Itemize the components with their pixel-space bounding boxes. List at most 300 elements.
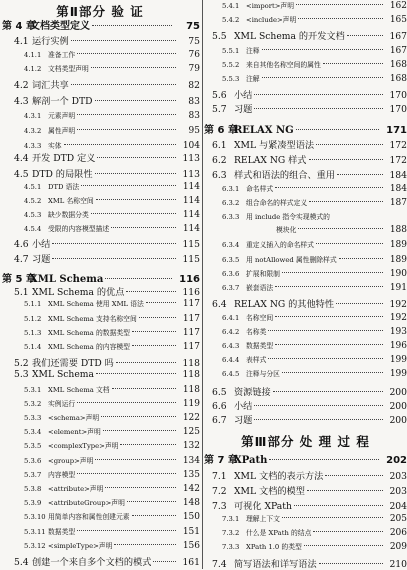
dot-leader bbox=[139, 317, 176, 318]
toc-entry-sec bbox=[204, 412, 407, 426]
dot-leader bbox=[254, 108, 383, 109]
dot-leader bbox=[77, 114, 176, 115]
entry-title: 开发 DTD 定义 bbox=[32, 153, 96, 164]
toc-entry-sub bbox=[204, 268, 407, 279]
dot-leader bbox=[153, 561, 176, 562]
dot-leader bbox=[95, 100, 176, 101]
toc-entry-sec bbox=[0, 93, 200, 107]
page-number: 113 bbox=[182, 169, 200, 180]
dot-leader bbox=[96, 373, 176, 374]
page-number: 191 bbox=[389, 283, 407, 293]
entry-title: <group>声明 bbox=[48, 456, 94, 465]
page-number: 134 bbox=[182, 455, 200, 466]
entry-title: <include>声明 bbox=[246, 16, 297, 24]
page-number: 135 bbox=[182, 469, 200, 480]
dot-leader bbox=[77, 473, 176, 474]
toc-entry-chap bbox=[204, 121, 407, 136]
toc-entry-sub bbox=[0, 511, 200, 522]
dot-leader bbox=[304, 545, 383, 546]
entry-title: 实例运行 bbox=[48, 399, 76, 408]
toc-entry-sub bbox=[0, 195, 200, 206]
toc-entry-sub bbox=[0, 440, 200, 451]
dot-leader bbox=[126, 291, 176, 292]
page-number: 192 bbox=[389, 299, 407, 310]
dot-leader bbox=[282, 272, 383, 273]
page-number: 83 bbox=[188, 96, 200, 107]
dot-leader bbox=[296, 4, 383, 5]
dot-leader bbox=[254, 94, 383, 95]
entry-title: 注解 bbox=[246, 75, 260, 83]
dot-leader bbox=[319, 563, 383, 564]
page-number: 75 bbox=[186, 21, 200, 32]
dot-leader bbox=[298, 18, 383, 19]
entry-number: 6.7 bbox=[212, 415, 227, 426]
dot-leader bbox=[337, 174, 383, 175]
entry-number: 5.3.5 bbox=[24, 442, 42, 451]
page-number: 114 bbox=[182, 196, 200, 206]
page-number: 79 bbox=[188, 64, 200, 74]
entry-number: 6.4.2 bbox=[222, 328, 240, 336]
dot-leader bbox=[254, 405, 383, 406]
entry-title: 用简单内容和属性创建元素 bbox=[48, 513, 130, 522]
dot-leader bbox=[132, 515, 176, 516]
dot-leader bbox=[101, 416, 176, 417]
dot-leader bbox=[95, 173, 176, 174]
entry-number: 7.3.2 bbox=[222, 529, 240, 537]
page-number: 170 bbox=[389, 90, 407, 101]
toc-entry-sub bbox=[204, 513, 407, 524]
entry-title: 受限的内容模型描述 bbox=[48, 225, 110, 233]
toc-entry-sub bbox=[204, 211, 407, 221]
entry-number: 5.5.1 bbox=[222, 47, 240, 55]
dot-leader bbox=[309, 201, 383, 202]
toc-entry-sub bbox=[0, 125, 200, 136]
entry-title: XML Schema 使用 XML 语法 bbox=[48, 300, 144, 309]
dot-leader bbox=[91, 213, 176, 214]
entry-number: 5.4.2 bbox=[222, 16, 240, 24]
toc-left-column bbox=[0, 0, 200, 569]
toc-entry-cont bbox=[204, 224, 407, 235]
dot-leader bbox=[262, 77, 383, 78]
toc-entry-sub bbox=[0, 181, 200, 192]
toc-entry-sec bbox=[204, 28, 407, 42]
dot-leader bbox=[77, 530, 176, 531]
toc-entry-sec bbox=[204, 468, 407, 482]
entry-number: 5.5.2 bbox=[222, 61, 240, 69]
page-number: 82 bbox=[188, 80, 200, 91]
toc-entry-sub bbox=[204, 254, 407, 265]
dot-leader bbox=[91, 67, 176, 68]
dot-leader bbox=[316, 144, 383, 145]
dot-leader bbox=[132, 345, 176, 346]
entry-number: 7.2 bbox=[212, 486, 227, 497]
page-number: 165 bbox=[389, 15, 407, 25]
toc-entry-sec bbox=[0, 33, 200, 47]
entry-number: 6.3.2 bbox=[222, 199, 240, 207]
dot-leader bbox=[120, 444, 176, 445]
entry-number: 5.3.12 bbox=[24, 541, 46, 550]
entry-number: 5.1 bbox=[14, 287, 29, 299]
page-number: 204 bbox=[389, 501, 407, 512]
entry-title: 文档类型声明 bbox=[48, 65, 89, 73]
entry-number: 5.3.2 bbox=[24, 399, 42, 408]
dot-leader bbox=[275, 316, 383, 317]
entry-title: RELAX NG bbox=[234, 125, 294, 136]
entry-number: 4.5.4 bbox=[24, 225, 42, 233]
entry-number: 6.5 bbox=[212, 387, 227, 398]
page-number: 199 bbox=[389, 355, 407, 365]
toc-entry-sec bbox=[204, 167, 407, 181]
entry-number: 7.3.3 bbox=[222, 543, 240, 551]
page-number: 202 bbox=[386, 455, 407, 466]
dot-leader bbox=[275, 286, 383, 287]
entry-title: XML 文档的模型 bbox=[234, 486, 305, 497]
page-number: 200 bbox=[389, 387, 407, 398]
toc-entry-sub bbox=[204, 326, 407, 337]
dot-leader bbox=[52, 258, 176, 259]
toc-entry-sub bbox=[0, 469, 200, 480]
dot-leader bbox=[296, 129, 379, 130]
entry-number: 6.1 bbox=[212, 140, 227, 151]
toc-entry-sec bbox=[204, 137, 407, 151]
dot-leader bbox=[336, 303, 383, 304]
page-number: 76 bbox=[188, 50, 200, 60]
page-number: 83 bbox=[188, 111, 200, 121]
entry-number: 6.3.1 bbox=[222, 185, 240, 193]
toc-entry-sub bbox=[204, 59, 407, 70]
dot-leader bbox=[294, 505, 383, 506]
dot-leader bbox=[325, 475, 383, 476]
entry-number: 4.5 bbox=[14, 169, 29, 180]
toc-entry-sub bbox=[0, 298, 200, 309]
page-number: 184 bbox=[389, 170, 407, 181]
toc-entry-sec bbox=[204, 556, 407, 570]
entry-title: 我们还需要 DTD 吗 bbox=[32, 358, 114, 370]
entry-title: 组合命名的样式定义 bbox=[246, 199, 308, 207]
entry-title: 词汇共享 bbox=[32, 80, 69, 91]
page-number: 172 bbox=[389, 140, 407, 151]
page-number: 206 bbox=[389, 528, 407, 538]
toc-entry-sub bbox=[204, 354, 407, 365]
dot-leader bbox=[103, 430, 176, 431]
entry-title: 运行实例 bbox=[32, 36, 69, 47]
entry-title: DTD 的局限性 bbox=[32, 169, 93, 180]
entry-number: 4.6 bbox=[14, 239, 29, 250]
dot-leader bbox=[309, 159, 384, 160]
page-number: 150 bbox=[182, 512, 200, 523]
toc-entry-sub bbox=[0, 209, 200, 220]
toc-entry-sec bbox=[0, 236, 200, 250]
page-number: 187 bbox=[389, 198, 407, 208]
entry-title: XML Schema 文档 bbox=[48, 385, 110, 394]
entry-title: 小结 bbox=[234, 401, 253, 412]
page-number: 148 bbox=[182, 498, 200, 509]
entry-number: 4.5.3 bbox=[24, 211, 42, 219]
entry-number: 6.3.6 bbox=[222, 270, 240, 278]
page-number: 161 bbox=[182, 557, 200, 568]
toc-entry-sub bbox=[0, 455, 200, 466]
page-number: 192 bbox=[389, 313, 407, 323]
page-number: 162 bbox=[389, 1, 407, 11]
dot-leader bbox=[323, 63, 383, 64]
entry-title: 来自其他名称空间的属性 bbox=[246, 61, 321, 69]
entry-title: 元素声明 bbox=[48, 112, 76, 120]
toc-entry-sub bbox=[204, 312, 407, 323]
page-number: 168 bbox=[389, 60, 407, 70]
dot-leader bbox=[269, 459, 379, 460]
toc-entry-sub bbox=[0, 63, 200, 74]
page-number: 115 bbox=[182, 254, 200, 265]
page-number: 200 bbox=[389, 401, 407, 412]
entry-title: XPath 1.0 的类型 bbox=[246, 543, 302, 551]
page-number: 125 bbox=[182, 427, 200, 438]
column-divider bbox=[202, 0, 203, 569]
toc-entry-sec bbox=[204, 87, 407, 101]
entry-title: 小结 bbox=[32, 239, 51, 250]
page-number: 200 bbox=[389, 415, 407, 426]
toc-entry-sub bbox=[0, 384, 200, 395]
toc-entry-sub bbox=[204, 73, 407, 84]
entry-title: XPath bbox=[234, 455, 268, 466]
entry-number: 5.1.4 bbox=[24, 343, 42, 351]
toc-entry-sub bbox=[0, 341, 200, 352]
page-number: 193 bbox=[389, 327, 407, 337]
entry-number: 4.2 bbox=[14, 80, 29, 91]
page-number: 117 bbox=[182, 299, 200, 310]
entry-number: 6.3.5 bbox=[222, 256, 240, 264]
page-number: 142 bbox=[182, 484, 200, 494]
toc-entry-chap bbox=[204, 451, 407, 466]
entry-title: XML Schema bbox=[30, 274, 104, 285]
entry-number: 5.3.10 bbox=[24, 513, 46, 522]
entry-title: 嵌套语法 bbox=[246, 284, 274, 292]
entry-number: 4.4 bbox=[14, 153, 29, 164]
toc-entry-sub bbox=[0, 313, 200, 324]
toc-entry-sec bbox=[204, 152, 407, 166]
dot-leader bbox=[114, 544, 176, 545]
dot-leader bbox=[132, 331, 176, 332]
entry-title: 习题 bbox=[234, 104, 253, 115]
toc-entry-sub bbox=[0, 426, 200, 437]
entry-title: XML 与紧凑型语法 bbox=[234, 140, 315, 151]
entry-title: <complexType>声明 bbox=[48, 442, 119, 451]
entry-number: 5.6 bbox=[212, 90, 227, 101]
dot-leader bbox=[96, 199, 176, 200]
page-number: 116 bbox=[179, 274, 200, 285]
dot-leader bbox=[112, 388, 176, 389]
dot-leader bbox=[262, 49, 383, 50]
page-number: 203 bbox=[389, 471, 407, 482]
page-number: 117 bbox=[182, 313, 200, 324]
entry-number: 4.1 bbox=[14, 36, 29, 47]
entry-title: 用 notAllowed 属性删除样式 bbox=[246, 256, 337, 264]
entry-number: 7.3 bbox=[212, 501, 227, 512]
page-number: 203 bbox=[389, 486, 407, 497]
page-number: 171 bbox=[386, 125, 407, 136]
toc-entry-sub bbox=[0, 483, 200, 494]
entry-title: 缺少数据分类 bbox=[48, 211, 89, 219]
toc-entry-sub bbox=[0, 540, 200, 551]
entry-number: 5.1.3 bbox=[24, 328, 42, 337]
entry-title: 注释与分区 bbox=[246, 370, 280, 378]
page-number: 114 bbox=[182, 224, 200, 234]
entry-number: 6.3.4 bbox=[222, 241, 240, 249]
toc-entry-sub bbox=[204, 527, 407, 538]
page-number: 210 bbox=[389, 559, 407, 570]
entry-title: 什么是 XPath 的结点 bbox=[246, 529, 312, 537]
page-number: 151 bbox=[182, 526, 200, 537]
entry-title: 解剖一个 DTD bbox=[32, 96, 93, 107]
toc-entry-sub bbox=[0, 398, 200, 409]
entry-number: 4.3.2 bbox=[24, 127, 42, 135]
page-number: 132 bbox=[182, 441, 200, 452]
entry-title: 理解上下文 bbox=[246, 515, 280, 523]
dot-leader bbox=[282, 517, 383, 518]
entry-number: 6.4.5 bbox=[222, 370, 240, 378]
toc-entry-sub bbox=[204, 0, 407, 11]
page-number: 167 bbox=[389, 31, 407, 42]
toc-entry-sub bbox=[0, 223, 200, 234]
entry-number: 5.2 bbox=[14, 358, 29, 370]
entry-number: 4.3.1 bbox=[24, 112, 42, 120]
toc-entry-sub bbox=[204, 197, 407, 208]
dot-leader bbox=[282, 372, 383, 373]
entry-title: XML Schema 支持名称空间 bbox=[48, 314, 137, 323]
entry-number: 5.3.7 bbox=[24, 470, 42, 479]
entry-title: XML Schema bbox=[32, 369, 94, 381]
toc-entry-sec bbox=[0, 284, 200, 298]
part-title: 第Ⅱ部分 验 证 bbox=[56, 4, 144, 19]
toc-entry-sub bbox=[204, 239, 407, 250]
page-number: 170 bbox=[389, 104, 407, 115]
dot-leader bbox=[71, 84, 176, 85]
entry-title: RELAX NG 样式 bbox=[234, 155, 307, 166]
dot-leader bbox=[105, 487, 176, 488]
entry-title: 扩展和限制 bbox=[246, 270, 280, 278]
toc-entry-sec bbox=[204, 384, 407, 398]
page-number: 114 bbox=[182, 182, 200, 192]
dot-leader bbox=[127, 501, 176, 502]
entry-number: 5.3.11 bbox=[24, 527, 46, 536]
dot-leader bbox=[347, 35, 383, 36]
toc-entry-sec bbox=[0, 150, 200, 164]
entry-title: 习题 bbox=[32, 254, 51, 265]
entry-number: 5.1.1 bbox=[24, 300, 42, 309]
toc-entry-sec bbox=[0, 554, 200, 568]
toc-entry-sub bbox=[0, 412, 200, 423]
entry-title: 重定义插入的命名样式 bbox=[246, 241, 314, 249]
page-number: 205 bbox=[389, 514, 407, 524]
entry-number: 5.5.3 bbox=[222, 75, 240, 83]
toc-entry-sec bbox=[204, 296, 407, 310]
page-number: 114 bbox=[182, 210, 200, 220]
page-number: 189 bbox=[389, 255, 407, 265]
entry-number: 6.3 bbox=[212, 170, 227, 181]
toc-entry-sec bbox=[0, 355, 200, 369]
entry-title: <simpleType>声明 bbox=[48, 541, 113, 550]
page-number: 116 bbox=[182, 287, 200, 299]
toc-entry-sec bbox=[204, 101, 407, 115]
entry-title: <schema>声明 bbox=[48, 414, 100, 422]
page-number: 199 bbox=[389, 369, 407, 379]
toc-entry-chap bbox=[0, 17, 200, 32]
entry-number: 4.1.2 bbox=[24, 65, 42, 73]
entry-title: 数据类型 bbox=[246, 342, 274, 350]
dot-leader bbox=[77, 129, 176, 130]
toc-right-column bbox=[204, 0, 407, 569]
dot-leader bbox=[77, 402, 176, 403]
page-number: 75 bbox=[188, 36, 200, 47]
dot-leader bbox=[307, 490, 383, 491]
entry-title: 简写语法和详写语法 bbox=[234, 559, 317, 570]
entry-title: 小结 bbox=[234, 90, 253, 101]
entry-number: 第 7 章 bbox=[204, 455, 238, 466]
entry-number: 4.5.1 bbox=[24, 183, 42, 191]
entry-title: 资源链接 bbox=[234, 387, 271, 398]
entry-number: 5.3.8 bbox=[24, 485, 42, 493]
entry-number: 5.3.4 bbox=[24, 428, 42, 437]
dot-leader bbox=[268, 330, 383, 331]
page-number: 167 bbox=[389, 46, 407, 56]
page-number: 95 bbox=[188, 126, 200, 136]
toc-entry-chap bbox=[0, 270, 200, 285]
toc-entry-sub bbox=[0, 526, 200, 537]
entry-title: <element>声明 bbox=[48, 428, 101, 437]
entry-number: 5.7 bbox=[212, 104, 227, 115]
toc-entry-sec bbox=[0, 77, 200, 91]
page-number: 188 bbox=[389, 225, 407, 235]
dot-leader bbox=[52, 243, 176, 244]
entry-title: 属性声明 bbox=[48, 127, 76, 135]
entry-number: 7.4 bbox=[212, 559, 227, 570]
page-number: 172 bbox=[389, 155, 407, 166]
dot-leader bbox=[313, 531, 383, 532]
entry-number: 6.3.7 bbox=[222, 284, 240, 292]
page-number: 118 bbox=[182, 358, 200, 370]
dot-leader bbox=[254, 419, 383, 420]
entry-number: 5.4 bbox=[14, 557, 29, 568]
toc-entry-part bbox=[204, 432, 407, 450]
toc-entry-sub bbox=[0, 49, 200, 60]
entry-title: 可视化 XPath bbox=[234, 501, 292, 512]
dot-leader bbox=[97, 157, 176, 158]
page-number: 115 bbox=[182, 239, 200, 250]
dot-leader bbox=[111, 227, 176, 228]
entry-title: 模块化 bbox=[276, 226, 297, 234]
dot-leader bbox=[95, 459, 176, 460]
dot-leader bbox=[146, 302, 176, 303]
entry-title: XML Schema 的内容模型 bbox=[48, 343, 130, 351]
toc-entry-sub bbox=[0, 497, 200, 508]
dot-leader bbox=[298, 228, 383, 229]
entry-title: XML 文档的表示方法 bbox=[234, 471, 324, 482]
entry-number: 第 5 章 bbox=[2, 274, 36, 285]
dot-leader bbox=[71, 40, 176, 41]
entry-title: <attributeGroup>声明 bbox=[48, 499, 125, 508]
entry-number: 6.4.4 bbox=[222, 356, 240, 364]
page-number: 184 bbox=[389, 184, 407, 194]
entry-number: 5.1.2 bbox=[24, 314, 42, 323]
entry-number: 4.3.3 bbox=[24, 142, 42, 150]
entry-number: 6.4.1 bbox=[222, 314, 240, 322]
entry-number: 5.3.6 bbox=[24, 456, 42, 465]
entry-title: 注释 bbox=[246, 47, 260, 55]
page-number: 209 bbox=[389, 542, 407, 552]
entry-number: 5.3 bbox=[14, 369, 29, 381]
dot-leader bbox=[81, 185, 176, 186]
toc-entry-sec bbox=[204, 483, 407, 497]
toc-entry-sub bbox=[204, 368, 407, 379]
